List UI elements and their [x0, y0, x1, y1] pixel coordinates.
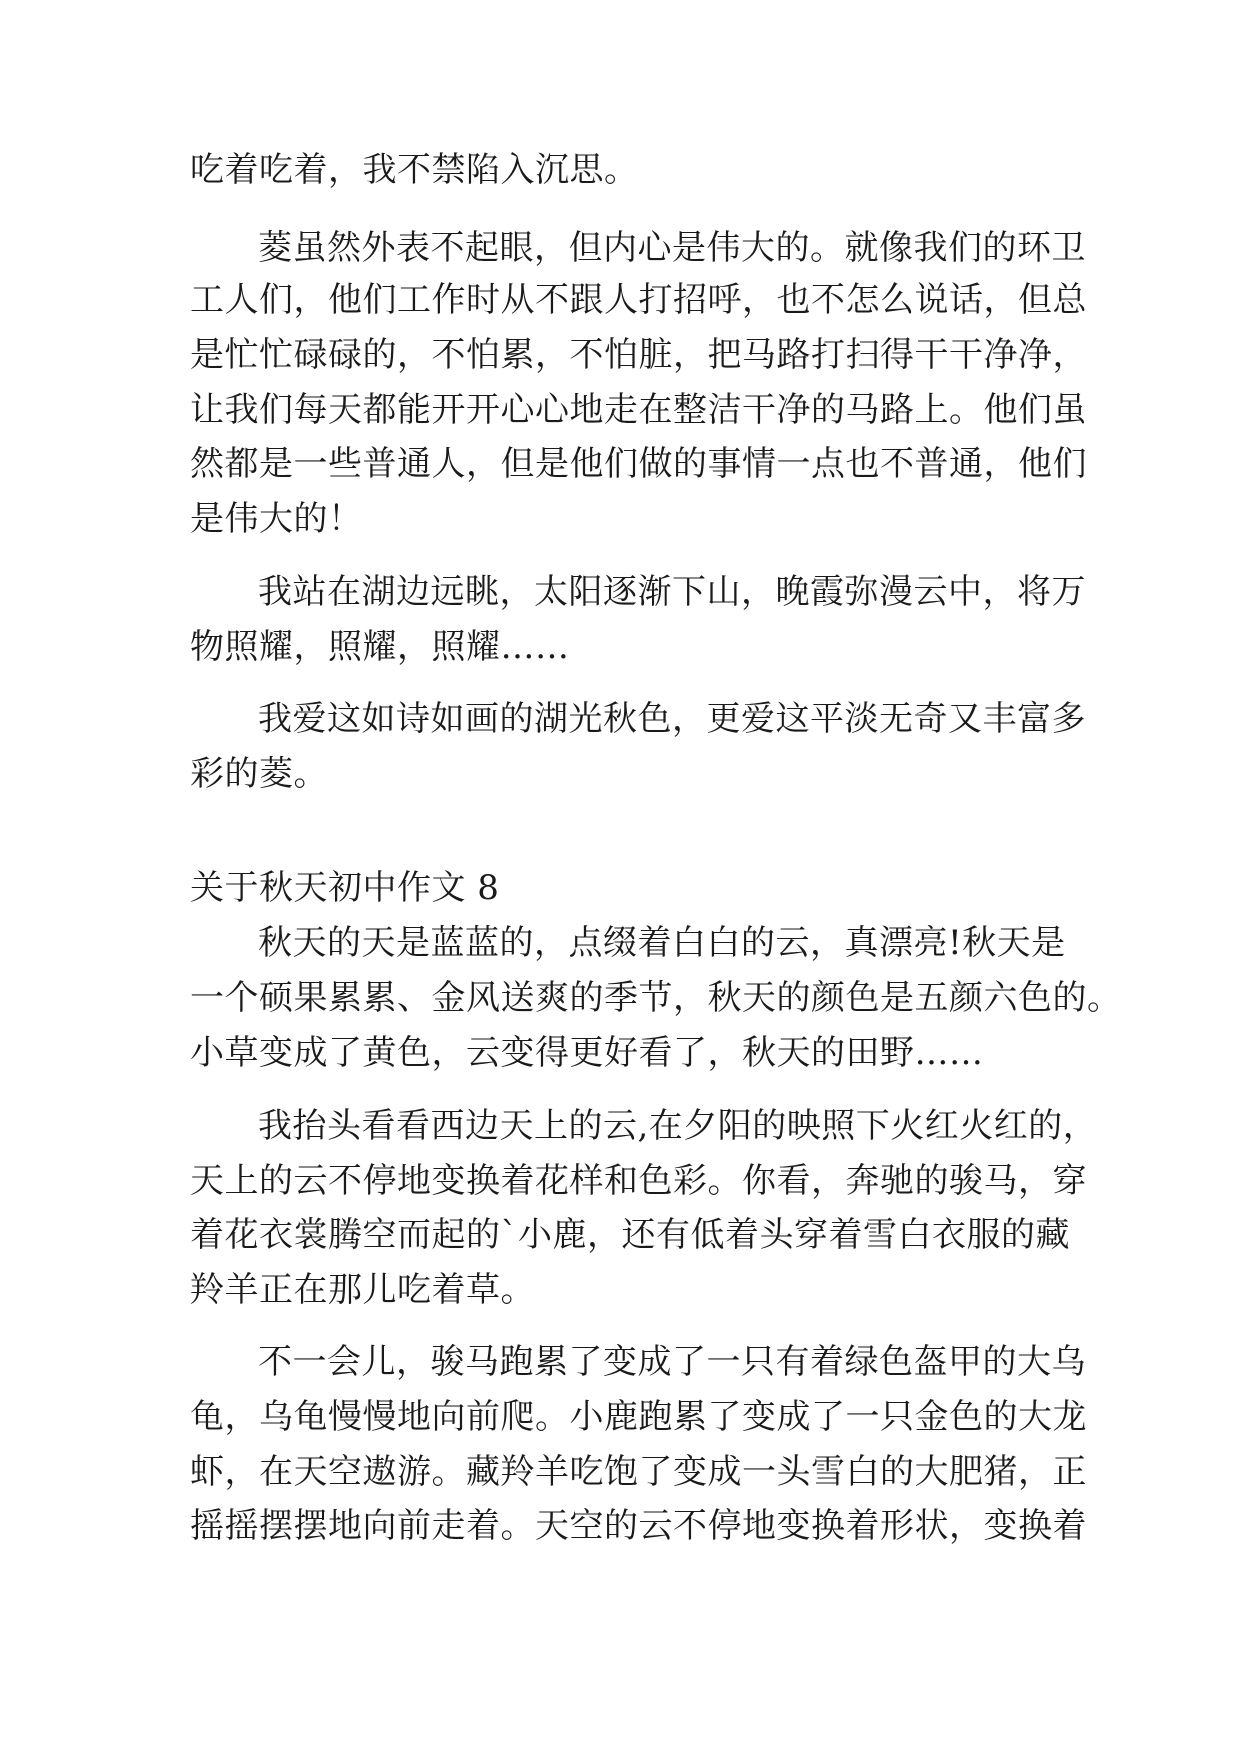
text-line: 着花衣裳腾空而起的`小鹿，还有低着头穿着雪白衣服的藏 [190, 1215, 1070, 1255]
text-line: 小草变成了黄色，云变得更好看了，秋天的田野…… [190, 1033, 984, 1073]
text-line: 我站在湖边远眺，太阳逐渐下山，晚霞弥漫云中，将万 [258, 572, 1086, 612]
text-line: 我爱这如诗如画的湖光秋色，更爱这平淡无奇又丰富多 [258, 699, 1086, 739]
text-line: 是伟大的！ [190, 499, 363, 539]
text-line: 不一会儿，骏马跑累了变成了一只有着绿色盔甲的大乌 [258, 1342, 1086, 1382]
text-line: 是忙忙碌碌的，不怕累，不怕脏，把马路打扫得干干净净， [190, 335, 1087, 375]
text-line: 一个硕果累累、金风送爽的季节，秋天的颜色是五颜六色的。 [190, 978, 1122, 1018]
text-line: 秋天的天是蓝蓝的，点缀着白白的云，真漂亮!秋天是 [258, 923, 1066, 963]
text-line: 让我们每天都能开开心心地走在整洁干净的马路上。他们虽 [190, 390, 1087, 430]
text-line: 天上的云不停地变换着花样和色彩。你看，奔驰的骏马，穿 [190, 1161, 1087, 1201]
text-line: 虾，在天空遨游。藏羚羊吃饱了变成一头雪白的大肥猪，正 [190, 1452, 1087, 1492]
text-line: 工人们，他们工作时从不跟人打招呼，也不怎么说话，但总 [190, 280, 1087, 320]
text-line: 龟，乌龟慢慢地向前爬。小鹿跑累了变成了一只金色的大龙 [190, 1397, 1087, 1437]
text-line: 我抬头看看西边天上的云,在夕阳的映照下火红火红的， [258, 1106, 1098, 1146]
text-line: 然都是一些普通人，但是他们做的事情一点也不普通，他们 [190, 444, 1087, 484]
text-line: 彩的菱。 [190, 754, 328, 794]
text-line: 吃着吃着，我不禁陷入沉思。 [190, 150, 639, 190]
section-title: 关于秋天初中作文 8 [190, 868, 500, 908]
text-line: 摇摇摆摆地向前走着。天空的云不停地变换着形状，变换着 [190, 1506, 1087, 1546]
text-line: 羚羊正在那儿吃着草。 [190, 1270, 535, 1310]
text-line: 菱虽然外表不起眼，但内心是伟大的。就像我们的环卫 [258, 228, 1086, 268]
text-line: 物照耀，照耀，照耀…… [190, 627, 570, 667]
